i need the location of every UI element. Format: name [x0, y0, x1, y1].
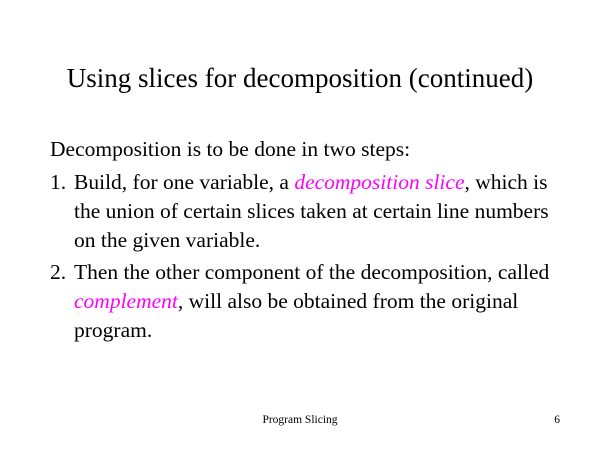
footer-label: Program Slicing [262, 414, 338, 426]
list-item [50, 258, 570, 345]
list-item-text-after: , will also be obtained from the original program. [74, 289, 519, 342]
decomposition-slice-term: decomposition slice [294, 170, 465, 194]
slide-body [50, 135, 570, 348]
list-item [50, 168, 570, 255]
list-item-number: 1. [50, 170, 67, 194]
list-item-number: 2. [50, 260, 67, 284]
slide-title: Using slices for decomposition (continued) [66, 63, 534, 93]
list-item-text-before: Then the other component of the decomposition, called [74, 260, 550, 284]
complement-term: complement [74, 289, 178, 313]
intro-text: Decomposition is to be done in two steps: [50, 137, 411, 161]
list-item-text-after: , which is the union of certain slices taken at certain line numbers on the given variable. [74, 170, 549, 252]
list-item-text-before: Build, for one variable, a [74, 170, 295, 194]
page-number: 6 [554, 414, 560, 426]
